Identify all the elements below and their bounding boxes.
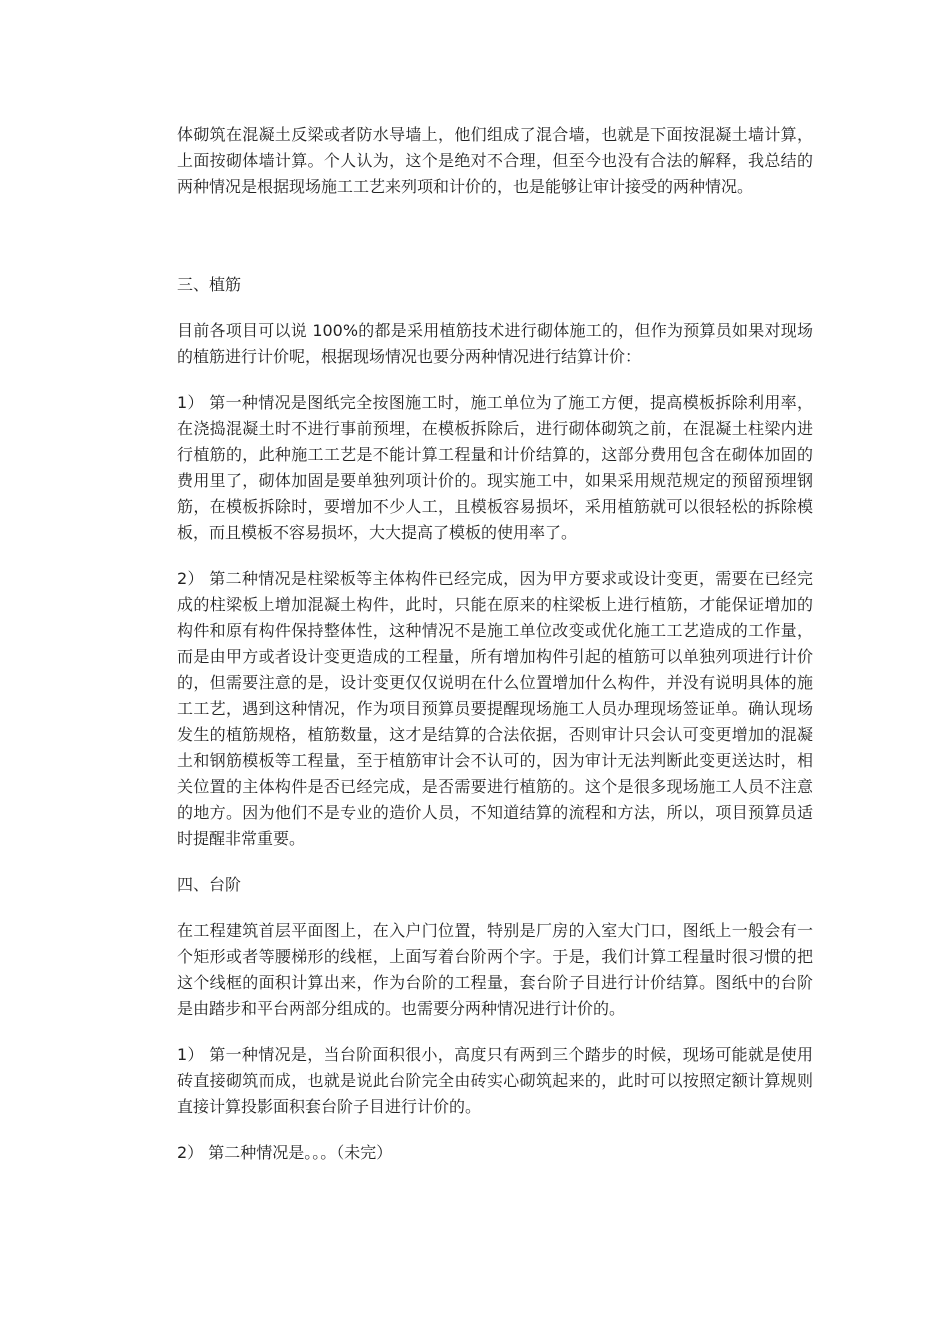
paragraph-rebar-case-2: 2） 第二种情况是柱梁板等主体构件已经完成，因为甲方要求或设计变更，需要在已经完成的柱梁板上增加混凝土构件，此时，只能在原来的柱梁板上进行植筋，才能保证增加的构件和原有构件保持整体性，这种情况不是施工单位改变或优化施工工艺造成的工作量，而是由甲方或者设计变更造成的工程量，所有增加构件引起的植筋可以单独列项进行计价的，但需要注意的是，设计变更仅仅说明在什么位置增加什么构件，并没有说明具体的施工工艺，遇到这种情况，作为项目预算员要提醒现场施工人员办理现场签证单。确认现场发生的植筋规格，植筋数量，这才是结算的合法依据，否则审计只会认可变更增加的混凝土和钢筋模板等工程量，至于植筋审计会不认可的，因为审计无法判断此变更送达时，相关位置的主体构件是否已经完成，是否需要进行植筋的。这个是很多现场施工人员不注意的地方。因为他们不是专业的造价人员，不知道结算的流程和方法，所以，项目预算员适时提醒非常重要。 [177,569,813,848]
paragraph-mixed-wall: 体砌筑在混凝土反梁或者防水导墙上，他们组成了混合墙，也就是下面按混凝土墙计算，上面按砌体墙计算。个人认为，这个是绝对不合理，但至今也没有合法的解释，我总结的两种情况是根据现场施工工艺来列项和计价的，也是能够让审计接受的两种情况。 [177,125,813,196]
section-heading-steps: 四、台阶 [177,875,242,894]
paragraph-steps-case-1: 1） 第一种情况是，当台阶面积很小，高度只有两到三个踏步的时候，现场可能就是使用砖直接砌筑而成，也就是说此台阶完全由砖实心砌筑起来的，此时可以按照定额计算规则直接计算投影面积套台阶子目进行计价的。 [177,1045,813,1116]
paragraph-steps-case-2: 2） 第二种情况是。。。（未完） [177,1143,393,1162]
document-body [177,122,813,1166]
paragraph-rebar-case-1: 1） 第一种情况是图纸完全按图施工时，施工单位为了施工方便，提高模板拆除利用率，在浇捣混凝土时不进行事前预埋，在模板拆除后，进行砌体砌筑之前，在混凝土柱梁内进行植筋的，此种施工工艺是不能计算工程量和计价结算的，这部分费用包含在砌体加固的费用里了，砌体加固是要单独列项计价的。现实施工中，如果采用规范规定的预留预埋钢筋，在模板拆除时，要增加不少人工，且模板容易损坏，采用植筋就可以很轻松的拆除模板，而且模板不容易损坏，大大提高了模板的使用率了。 [177,393,813,542]
section-heading-rebar-planting: 三、植筋 [177,275,242,294]
paragraph-steps-intro: 在工程建筑首层平面图上，在入户门位置，特别是厂房的入室大门口，图纸上一般会有一个矩形或者等腰梯形的线框，上面写着台阶两个字。于是，我们计算工程量时很习惯的把这个线框的面积计算出来，作为台阶的工程量，套台阶子目进行计价结算。图纸中的台阶是由踏步和平台两部分组成的。也需要分两种情况进行计价的。 [177,921,813,1018]
paragraph-rebar-intro: 目前各项目可以说 100%的都是采用植筋技术进行砌体施工的，但作为预算员如果对现场的植筋进行计价呢，根据现场情况也要分两种情况进行结算计价： [177,321,813,366]
